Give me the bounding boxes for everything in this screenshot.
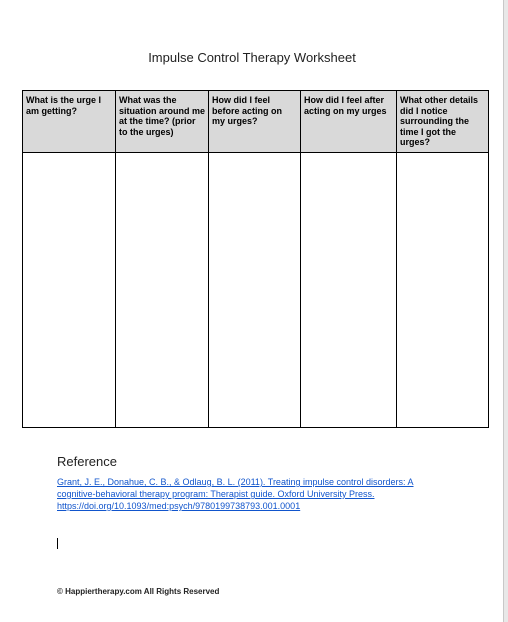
- answer-row: [23, 152, 489, 427]
- answer-cell-other-details[interactable]: [397, 152, 489, 427]
- header-row: [23, 91, 489, 153]
- worksheet-title: Impulse Control Therapy Worksheet: [148, 50, 356, 65]
- header-cell-other-details: What other details did I notice surrounding the time I got the urges?: [397, 91, 489, 153]
- answer-cell-feel-after[interactable]: [301, 152, 397, 427]
- copyright-footer: © Happiertherapy.com All Rights Reserved: [57, 587, 220, 596]
- header-cell-feel-before: How did I feel before acting on my urges?: [209, 91, 301, 153]
- header-cell-situation: What was the situation around me at the time? (prior to the urges): [116, 91, 209, 153]
- answer-cell-urge[interactable]: [23, 152, 116, 427]
- worksheet-table: [22, 90, 489, 428]
- reference-citation-link[interactable]: Grant, J. E., Donahue, C. B., & Odlaug, B. L. (2011). Treating impulse control disorders: A cognitive-behavioral therapy program: Therapist guide. Oxford University Press. https://doi.org/10.1093/med:psych/9780199738793.001.0001: [57, 477, 414, 511]
- page-edge: [503, 0, 508, 622]
- answer-cell-feel-before[interactable]: [209, 152, 301, 427]
- reference-heading: Reference: [57, 454, 117, 469]
- text-cursor: [57, 538, 58, 549]
- answer-cell-situation[interactable]: [116, 152, 209, 427]
- header-cell-urge: What is the urge I am getting?: [23, 91, 116, 153]
- header-cell-feel-after: How did I feel after acting on my urges: [301, 91, 397, 153]
